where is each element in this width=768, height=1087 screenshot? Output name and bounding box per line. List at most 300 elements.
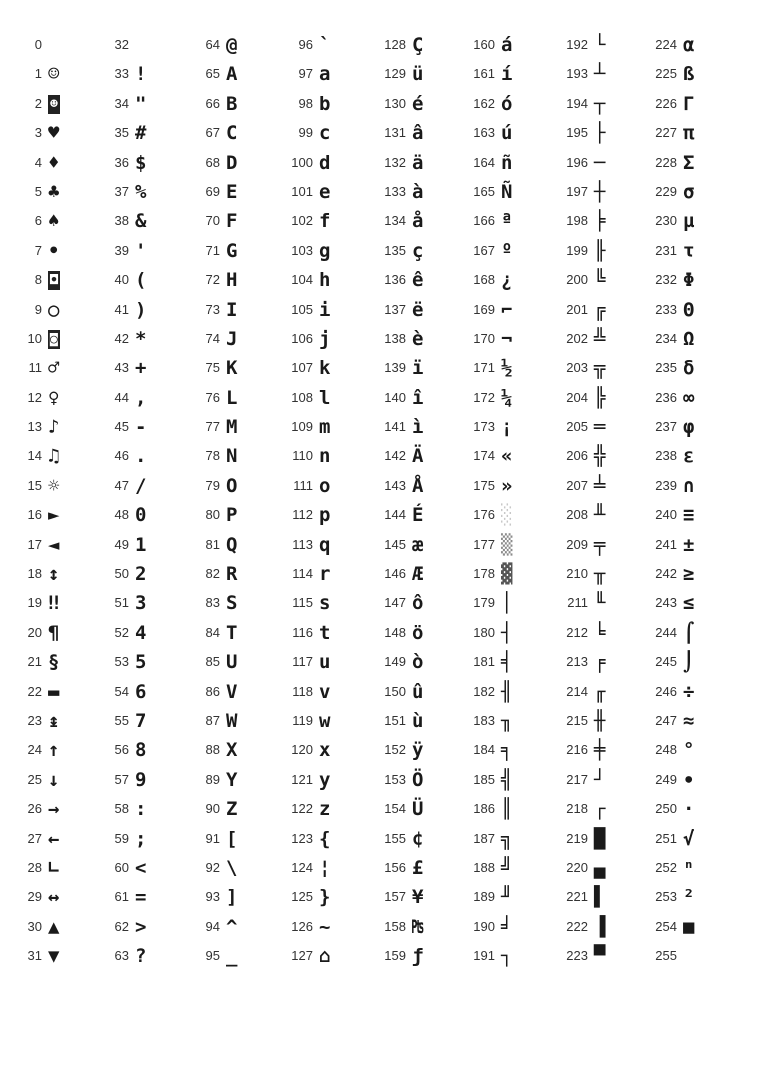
code-number: 46 [114, 448, 129, 464]
code-glyph: d [319, 151, 331, 174]
code-number: 161 [473, 66, 495, 82]
code-number: 224 [655, 37, 677, 52]
code-number: 14 [27, 448, 42, 464]
code-number: 229 [655, 183, 677, 199]
code-number: 78 [205, 448, 220, 464]
code-entry [374, 501, 466, 530]
code-entry [281, 531, 373, 560]
code-number: 176 [473, 507, 495, 523]
code-number: 43 [114, 360, 129, 376]
code-entry [374, 619, 466, 648]
code-glyph: ♥ [48, 122, 60, 145]
code-number: 191 [473, 948, 495, 964]
code-number: 201 [566, 301, 588, 317]
code-glyph: ▐ [594, 915, 606, 938]
code-number: 92 [205, 859, 220, 875]
code-glyph: └ [594, 34, 606, 56]
code-glyph: ↓ [48, 768, 60, 791]
code-glyph: f [319, 210, 331, 233]
code-entry [10, 384, 102, 413]
code-number: 83 [205, 595, 220, 611]
code-number: 11 [28, 360, 42, 376]
code-number: 133 [384, 183, 406, 199]
code-glyph: π [683, 122, 695, 145]
code-glyph: σ [683, 180, 695, 203]
code-glyph: · [683, 798, 695, 821]
code-glyph: 0 [135, 504, 147, 527]
code-number: 19 [27, 595, 42, 611]
code-entry [97, 442, 189, 471]
code-glyph: è [412, 327, 424, 350]
code-glyph: ┌ [594, 798, 606, 821]
code-glyph: + [135, 357, 147, 380]
code-number: 233 [655, 301, 677, 317]
code-number: 154 [384, 801, 406, 817]
code-glyph: Ü [412, 798, 424, 821]
code-glyph: j [319, 327, 331, 350]
code-number: 163 [473, 125, 495, 141]
code-column [188, 31, 280, 972]
code-number: 37 [114, 183, 129, 199]
code-glyph: ¦ [319, 856, 331, 879]
code-entry [188, 472, 280, 501]
code-number: 25 [27, 771, 42, 787]
code-number: 190 [473, 918, 495, 934]
code-entry [645, 707, 737, 736]
code-entry [374, 60, 466, 89]
code-entry [97, 707, 189, 736]
code-number: 80 [205, 507, 220, 523]
code-glyph: } [319, 886, 331, 909]
code-entry [556, 442, 648, 471]
code-entry [374, 149, 466, 178]
code-entry [374, 472, 466, 501]
code-entry [645, 442, 737, 471]
code-entry [97, 942, 189, 971]
code-glyph: ► [48, 504, 60, 527]
code-number: 184 [473, 742, 495, 758]
code-entry [188, 942, 280, 971]
code-entry [556, 90, 648, 119]
code-glyph: é [412, 92, 424, 115]
code-entry [645, 766, 737, 795]
code-glyph: É [412, 504, 424, 527]
code-number: 2 [34, 95, 42, 111]
code-number: 97 [298, 66, 313, 82]
code-glyph: ╞ [594, 210, 606, 233]
code-glyph: • [48, 239, 60, 262]
code-glyph: ╦ [594, 357, 606, 380]
code-number: 75 [205, 360, 220, 376]
code-entry [10, 501, 102, 530]
code-entry [556, 619, 648, 648]
code-entry [281, 883, 373, 912]
code-entry [556, 472, 648, 501]
code-entry [463, 266, 555, 295]
code-glyph: $ [135, 151, 147, 174]
code-number: 109 [291, 419, 313, 435]
code-entry [556, 501, 648, 530]
code-number: 98 [298, 95, 313, 111]
code-entry [10, 90, 102, 119]
code-entry [188, 354, 280, 383]
code-number: 204 [566, 389, 588, 405]
code-number: 66 [205, 95, 220, 111]
code-number: 211 [567, 595, 588, 611]
code-number: 220 [566, 859, 588, 875]
code-number: 222 [566, 918, 588, 934]
code-number: 193 [566, 66, 588, 82]
code-number: 221 [566, 889, 588, 905]
code-entry [188, 325, 280, 354]
code-entry [645, 913, 737, 942]
code-number: 33 [114, 66, 129, 82]
code-entry [281, 825, 373, 854]
code-entry [374, 736, 466, 765]
code-glyph: ♣ [48, 180, 60, 203]
code-glyph: ß [683, 63, 695, 86]
code-number: 219 [566, 830, 588, 846]
code-number: 253 [655, 889, 677, 905]
code-entry [374, 266, 466, 295]
code-glyph: M [226, 416, 238, 439]
code-entry [374, 766, 466, 795]
code-number: 124 [291, 859, 313, 875]
code-entry [10, 60, 102, 89]
code-glyph: ↕ [48, 563, 60, 586]
code-entry [556, 207, 648, 236]
code-glyph: ╔ [594, 298, 606, 321]
code-entry [10, 795, 102, 824]
code-glyph: ¼ [501, 386, 513, 409]
code-number: 187 [473, 830, 495, 846]
code-glyph: ò [412, 651, 424, 674]
code-number: 45 [114, 419, 129, 435]
code-entry [281, 60, 373, 89]
code-entry [645, 60, 737, 89]
code-number: 182 [473, 683, 495, 699]
code-glyph: Ö [412, 768, 424, 791]
code-number: 47 [114, 477, 129, 493]
code-number: 120 [291, 742, 313, 758]
code-entry [645, 119, 737, 148]
code-number: 194 [566, 95, 588, 111]
code-number: 74 [205, 330, 220, 346]
code-entry [97, 325, 189, 354]
code-glyph: ═ [594, 416, 606, 439]
code-glyph: å [412, 210, 424, 233]
code-entry [10, 619, 102, 648]
code-glyph: = [135, 886, 147, 909]
code-glyph: ╤ [594, 533, 606, 556]
code-number: 136 [384, 272, 406, 288]
code-glyph: ¬ [501, 327, 513, 350]
code-entry [281, 207, 373, 236]
code-entry [281, 560, 373, 589]
code-number: 22 [27, 683, 42, 699]
code-number: 129 [384, 66, 406, 82]
code-number: 138 [384, 330, 406, 346]
code-glyph: ( [135, 269, 147, 292]
code-glyph: Ç [412, 34, 424, 56]
code-number: 242 [655, 566, 677, 582]
code-glyph: x [319, 739, 331, 762]
code-glyph: Ñ [501, 180, 513, 203]
code-glyph: ╒ [594, 651, 606, 674]
code-glyph: ~ [319, 915, 331, 938]
code-glyph: ╟ [594, 239, 606, 262]
code-glyph: ░ [501, 504, 513, 527]
code-number: 244 [655, 624, 677, 640]
code-glyph: â [412, 122, 424, 145]
code-entry [188, 736, 280, 765]
code-glyph: ╖ [501, 709, 513, 732]
code-number: 232 [655, 272, 677, 288]
code-entry [97, 589, 189, 618]
code-number: 147 [384, 595, 406, 611]
code-entry [97, 619, 189, 648]
code-entry [188, 648, 280, 677]
code-number: 63 [114, 948, 129, 964]
code-entry [374, 942, 466, 971]
code-glyph: ε [683, 445, 695, 468]
code-entry [374, 678, 466, 707]
code-entry [645, 648, 737, 677]
code-number: 197 [566, 183, 588, 199]
code-glyph: ⌐ [501, 298, 513, 321]
code-entry [188, 501, 280, 530]
code-number: 135 [384, 242, 406, 258]
code-glyph: ▼ [48, 945, 60, 968]
code-number: 174 [473, 448, 495, 464]
code-number: 67 [205, 125, 220, 141]
code-number: 164 [473, 154, 495, 170]
code-number: 17 [27, 536, 42, 552]
code-entry [10, 766, 102, 795]
code-number: 52 [114, 624, 129, 640]
code-entry [281, 31, 373, 60]
code-entry [463, 90, 555, 119]
code-number: 60 [114, 859, 129, 875]
code-entry [374, 354, 466, 383]
code-number: 114 [292, 566, 313, 582]
code-number: 13 [27, 419, 42, 435]
code-entry [188, 531, 280, 560]
code-entry [463, 766, 555, 795]
code-number: 192 [566, 37, 588, 52]
code-column [374, 31, 466, 972]
code-glyph: W [226, 709, 238, 732]
code-entry [463, 384, 555, 413]
code-entry [281, 413, 373, 442]
code-glyph: º [501, 239, 513, 262]
code-number: 70 [205, 213, 220, 229]
code-glyph: ½ [501, 357, 513, 380]
code-entry [463, 31, 555, 60]
code-number: 15 [27, 477, 42, 493]
code-number: 180 [473, 624, 495, 640]
code-glyph: e [319, 180, 331, 203]
code-column [556, 31, 648, 972]
code-glyph: P [226, 504, 238, 527]
code-entry [374, 178, 466, 207]
code-glyph: 3 [135, 592, 147, 615]
code-entry [97, 736, 189, 765]
code-number: 56 [114, 742, 129, 758]
code-glyph: ; [135, 827, 147, 850]
code-column [97, 31, 189, 972]
code-number: 198 [566, 213, 588, 229]
code-glyph: µ [683, 210, 695, 233]
code-number: 48 [114, 507, 129, 523]
code-entry [188, 266, 280, 295]
code-number: 42 [114, 330, 129, 346]
code-number: 179 [473, 595, 495, 611]
code-number: 141 [384, 419, 406, 435]
code-entry [463, 178, 555, 207]
code-glyph: ! [135, 63, 147, 86]
code-number: 251 [655, 830, 677, 846]
code-number: 107 [291, 360, 313, 376]
code-entry [10, 942, 102, 971]
code-glyph: ] [226, 886, 238, 909]
code-number: 175 [473, 477, 495, 493]
code-entry [281, 237, 373, 266]
code-glyph: ─ [594, 151, 606, 174]
code-number: 21 [27, 654, 42, 670]
code-entry [281, 354, 373, 383]
code-number: 5 [34, 183, 42, 199]
code-entry [281, 619, 373, 648]
code-number: 125 [291, 889, 313, 905]
code-entry [188, 119, 280, 148]
code-glyph: ) [135, 298, 147, 321]
code-entry [10, 531, 102, 560]
code-number: 87 [205, 712, 220, 728]
code-entry [556, 854, 648, 883]
code-entry [463, 531, 555, 560]
code-entry [645, 266, 737, 295]
code-number: 68 [205, 154, 220, 170]
code-number: 150 [384, 683, 406, 699]
code-number: 152 [384, 742, 406, 758]
code-number: 168 [473, 272, 495, 288]
code-glyph: ì [412, 416, 424, 439]
code-glyph: α [683, 34, 695, 56]
code-number: 183 [473, 712, 495, 728]
code-entry [374, 90, 466, 119]
code-number: 158 [384, 918, 406, 934]
code-entry [463, 825, 555, 854]
code-number: 223 [566, 948, 588, 964]
code-entry [645, 825, 737, 854]
code-number: 181 [473, 654, 495, 670]
code-number: 172 [473, 389, 495, 405]
code-entry [463, 707, 555, 736]
code-entry [463, 501, 555, 530]
code-glyph: → [48, 798, 60, 821]
code-number: 58 [114, 801, 129, 817]
code-entry [556, 119, 648, 148]
code-entry [281, 942, 373, 971]
code-entry [188, 384, 280, 413]
code-entry [10, 442, 102, 471]
code-glyph: ¿ [501, 269, 513, 292]
code-number: 32 [114, 37, 129, 52]
code-entry [556, 178, 648, 207]
code-number: 208 [566, 507, 588, 523]
code-entry [645, 795, 737, 824]
code-number: 94 [205, 918, 220, 934]
code-glyph: : [135, 798, 147, 821]
code-entry [556, 678, 648, 707]
code-glyph: ^ [226, 915, 238, 938]
code-number: 132 [384, 154, 406, 170]
code-entry [188, 678, 280, 707]
code-glyph: n [319, 445, 331, 468]
code-glyph: ö [412, 621, 424, 644]
code-glyph: u [319, 651, 331, 674]
code-entry [556, 589, 648, 618]
code-glyph: ⌠ [683, 621, 695, 644]
code-number: 16 [27, 507, 42, 523]
code-entry [97, 560, 189, 589]
code-number: 215 [566, 712, 588, 728]
code-entry [463, 413, 555, 442]
code-entry [556, 707, 648, 736]
code-entry [188, 883, 280, 912]
code-entry [188, 854, 280, 883]
code-glyph: ┴ [594, 63, 606, 86]
code-number: 51 [114, 595, 129, 611]
code-glyph: Θ [683, 298, 695, 321]
code-number: 20 [27, 624, 42, 640]
code-entry [281, 384, 373, 413]
code-entry [97, 648, 189, 677]
code-entry [10, 707, 102, 736]
code-entry [374, 325, 466, 354]
code-glyph: h [319, 269, 331, 292]
code-glyph: z [319, 798, 331, 821]
code-number: 228 [655, 154, 677, 170]
code-number: 28 [27, 859, 42, 875]
code-number: 65 [205, 66, 220, 82]
code-entry [645, 354, 737, 383]
code-entry [556, 766, 648, 795]
code-number: 134 [384, 213, 406, 229]
code-number: 186 [473, 801, 495, 817]
code-glyph: ┬ [594, 92, 606, 115]
code-number: 10 [27, 330, 42, 346]
code-number: 106 [291, 330, 313, 346]
code-entry [97, 60, 189, 89]
code-number: 207 [566, 477, 588, 493]
code-column [645, 31, 737, 972]
code-number: 96 [298, 37, 313, 52]
code-glyph: ╕ [501, 739, 513, 762]
code-entry [374, 119, 466, 148]
code-number: 255 [655, 948, 677, 964]
code-entry [188, 413, 280, 442]
code-entry [645, 149, 737, 178]
code-number: 137 [384, 301, 406, 317]
code-number: 71 [205, 242, 220, 258]
code-glyph: ♫ [48, 445, 60, 468]
code-entry [645, 501, 737, 530]
code-entry [10, 472, 102, 501]
code-number: 156 [384, 859, 406, 875]
code-number: 169 [473, 301, 495, 317]
